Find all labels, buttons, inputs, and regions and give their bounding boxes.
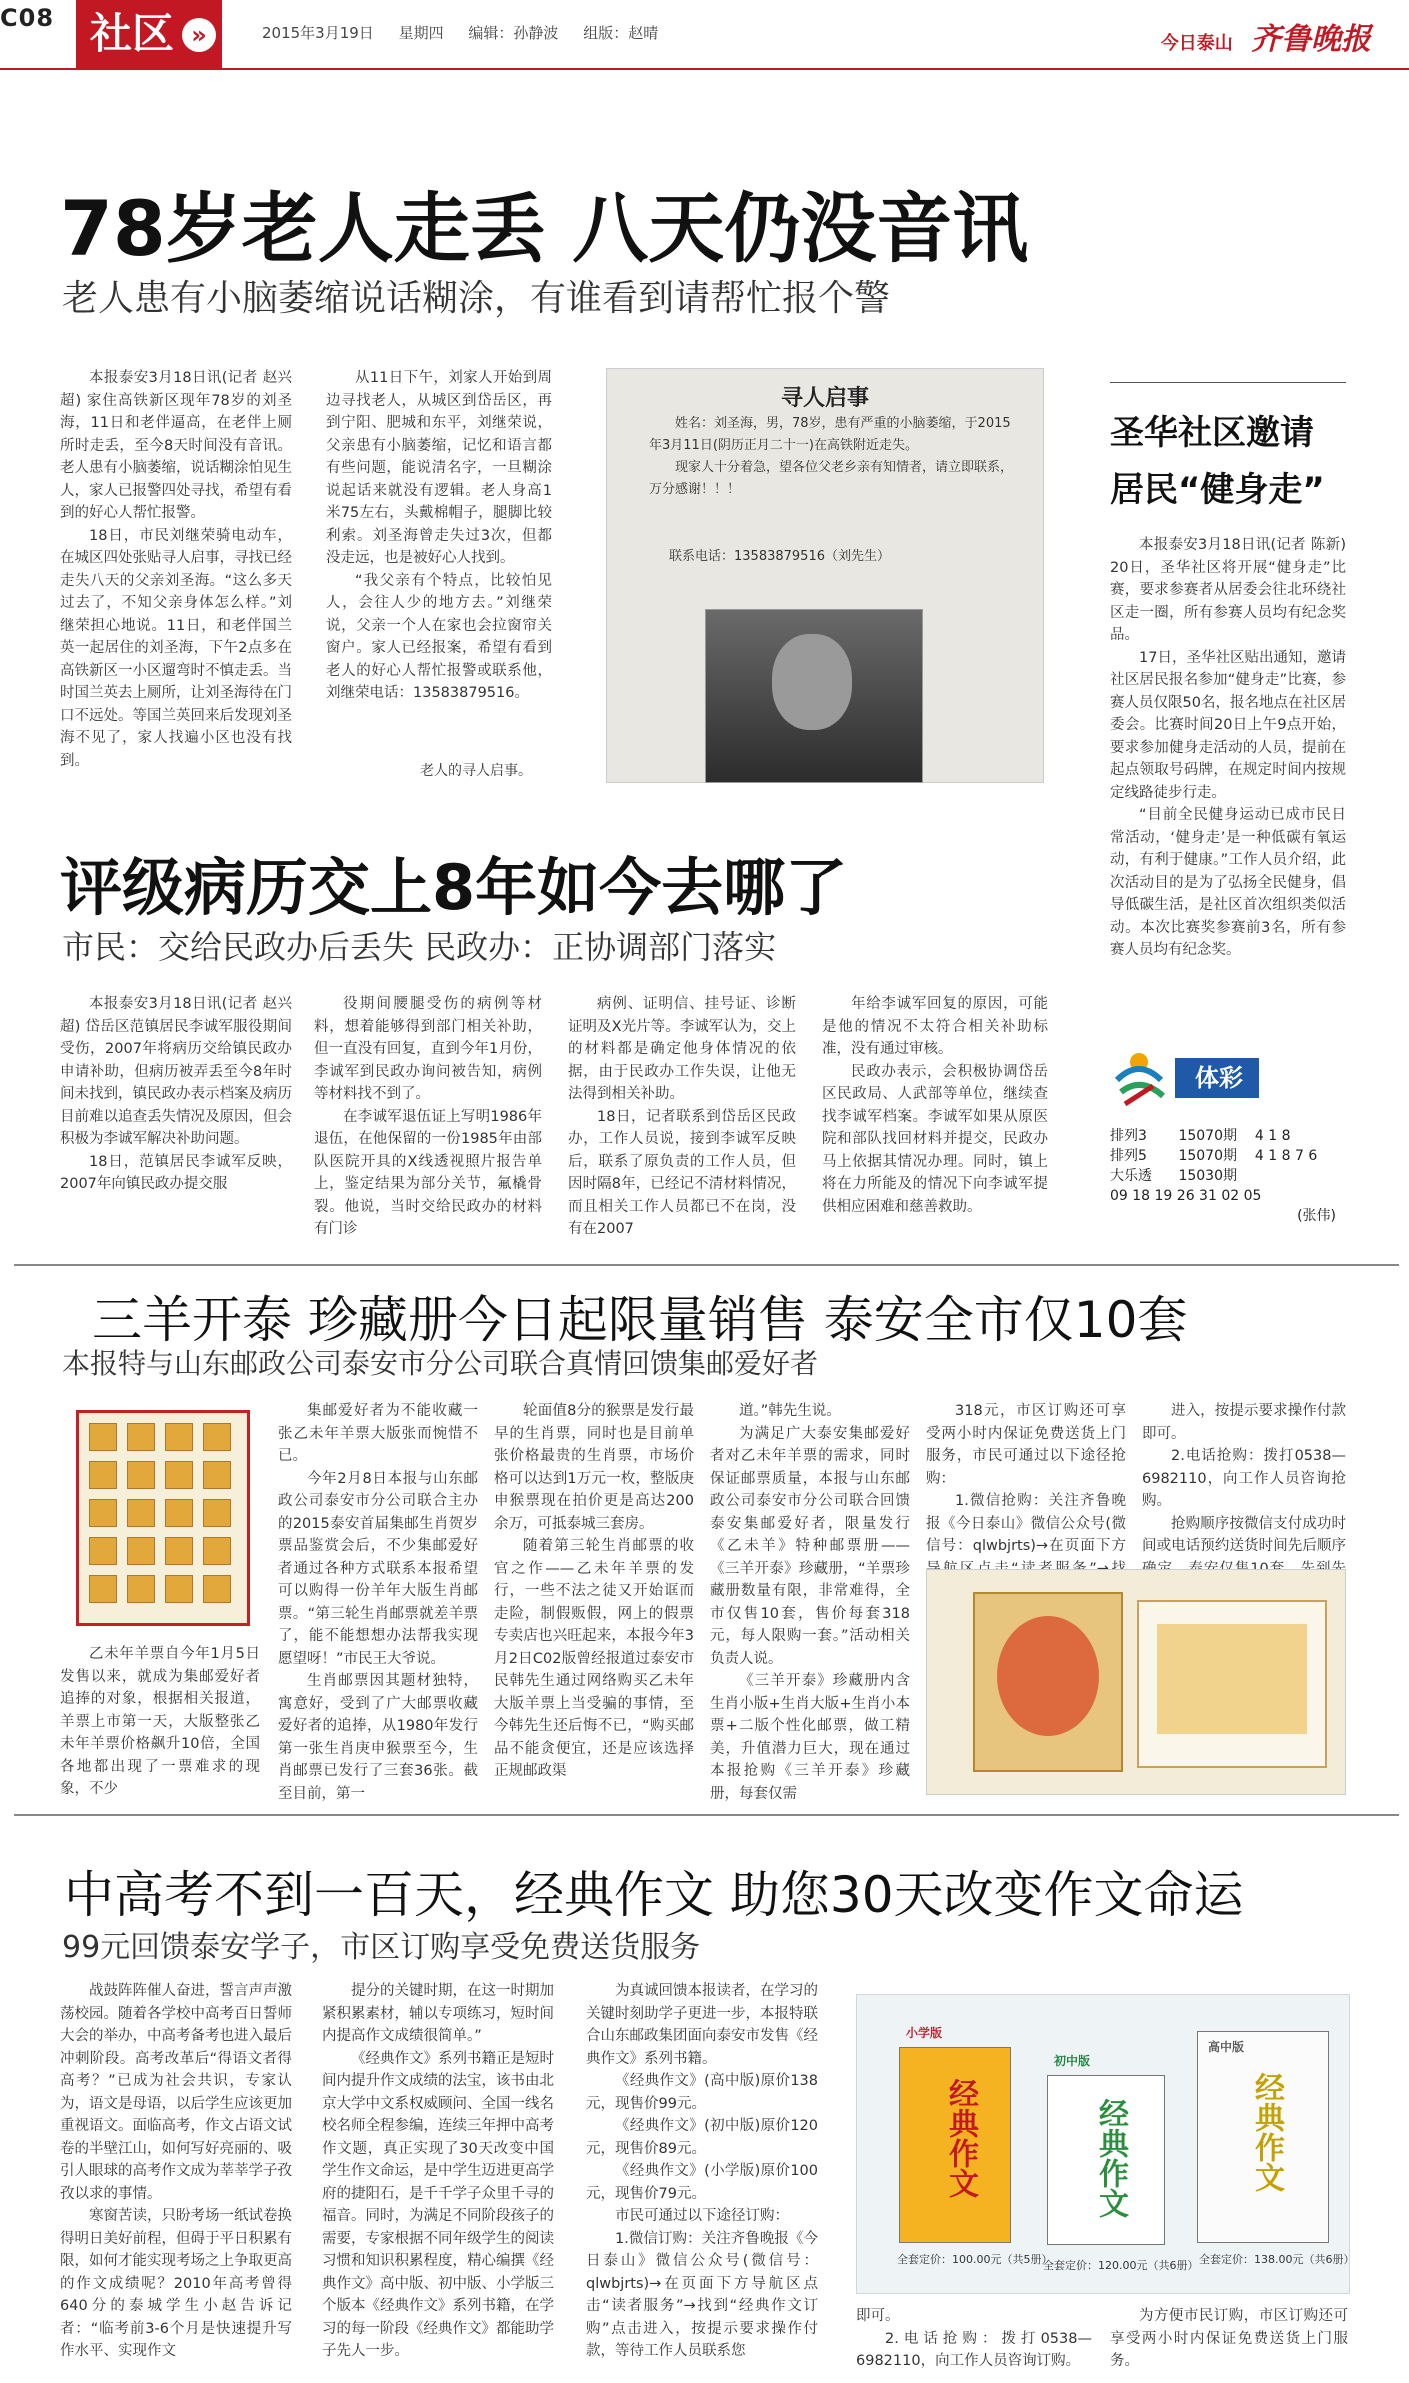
article2-headline: 评级病历交上8年如今去哪了 <box>60 851 848 924</box>
paragraph: 为真诚回馈本报读者，在学习的关键时刻助学子更进一步，本报特联合山东邮政集团面向泰安市发售《经典作文》系列书籍。 <box>586 1983 818 2067</box>
book-high-price: 全套定价：138.00元（共6册） <box>1199 2253 1355 2266</box>
sports-lottery-logo <box>1109 1040 1263 1114</box>
article4-col2 <box>322 1980 554 2372</box>
paragraph: 年给李诚军回复的原因，可能是他的情况不太符合相关补助标准，没有通过审核。 <box>822 996 1048 1057</box>
edition-name: 今日泰山 <box>1160 33 1233 54</box>
lottery-draw: 09 18 19 26 31 02 05 <box>1110 1188 1262 1204</box>
editor-credit: 编辑：孙静波 <box>468 24 559 42</box>
paragraph: 《经典作文》(初中版)原价120元，现售价89元。 <box>586 2118 818 2157</box>
lottery-logo-label: 体彩 <box>1195 1064 1243 1092</box>
paragraph: 318元，市区订购还可享受两小时内保证免费送货上门服务，市民可通过以下途径抢购： <box>926 1403 1126 1487</box>
masthead <box>1161 14 1371 58</box>
elderly-man-photo <box>705 609 923 783</box>
lottery-name: 排列3 <box>1110 1128 1147 1144</box>
paragraph: 战鼓阵阵催人奋进，誓言声声激荡校园。随着各学校中高考百日誓师大会的举办，中高考备考也进入最后冲刺阶段。高考改革后“得语文者得高考？”已成为社会共识，专家认为，语文是母语，以后学生应该更加重视语文。面临高考，作文占语文试卷的半壁江山，如何写好亮丽的、吸引人眼球的高考作文成为莘莘学子孜孜以求的事情。 <box>60 1983 292 2202</box>
article2-subhead: 市民：交给民政办后丢失 民政办：正协调部门落实 <box>62 928 777 966</box>
article2-col4 <box>822 993 1048 1263</box>
article1-subhead: 老人患有小脑萎缩说话糊涂，有谁看到请帮忙报个警 <box>62 278 891 319</box>
article2-col1 <box>60 993 292 1263</box>
header-divider <box>0 68 1409 70</box>
paragraph: 《经典作文》(高中版)原价138元，现售价99元。 <box>586 2073 818 2112</box>
notice-paragraph: 姓名：刘圣海，男，78岁，患有严重的小脑萎缩，于2015年3月11日(阴历正月二十一)在高铁附近走失。 <box>649 416 1011 453</box>
lottery-issue: 15070期 <box>1178 1148 1237 1164</box>
lottery-numbers: 4 1 8 <box>1254 1128 1291 1144</box>
lottery-numbers: 4 1 8 7 6 <box>1254 1148 1318 1164</box>
article1-col2 <box>326 367 552 767</box>
paragraph: 18日，记者联系到岱岳区民政办，工作人员说，接到李诚军反映后，联系了原负责的工作人员，但因时隔8年，已经记不清材料情况，而且相关工作人员都已不在岗，没有在2007 <box>568 1108 796 1237</box>
paragraph: 民政办表示，会积极协调岱岳区民政局、人武部等单位，继续查找李诚军档案。李诚军如果从原医院和部队找回材料并提交，民政办马上依据其情况办理。同时，镇上将在力所能及的情况下向李诚军提供相应困难和慈善救助。 <box>822 1063 1048 1215</box>
lottery-row <box>1110 1166 1336 1186</box>
article2-col3 <box>568 993 796 1263</box>
article2-col2 <box>314 993 542 1263</box>
book-promo-image <box>856 1994 1355 2294</box>
paragraph: 《经典作文》系列书籍正是短时间内提升作文成绩的法宝，该书由北京大学中文系权威顾问、全国一线名校名师全程参编，连续三年押中高考作文题，真正实现了30天改变中国学生作文命运，是中学生迈进更高学府的捷阳石，是千千学子众里千寻的福音。同时，为满足不同阶段孩子的需要，专家根据不同年级学生的阅读习惯和知识积累程度，精心编撰《经典作文》高中版、初中版、小学版三个版本《经典作文》系列书籍，在学习的每一阶段《经典作文》都能助学子先人一步。 <box>322 2050 554 2359</box>
article3-col1 <box>60 1643 260 1803</box>
paragraph: 今年2月8日本报与山东邮政公司泰安市分公司联合主办的2015泰安首届集邮生肖贺岁票品鉴赏会后，不少集邮爱好者通过各种方式联系本报希望可以购得一份羊年大版生肖邮票。“第三轮生肖邮票就差羊票了，能不能想想办法帮我实现愿望呀！”市民王大爷说。 <box>278 1470 478 1667</box>
article3-col4 <box>710 1400 910 1804</box>
paragraph: 乙未年羊票自今年1月5日发售以来，就成为集邮爱好者追捧的对象，根据相关报道，羊票上市第一天，大版整张乙未年羊票价格飙升10倍，全国各地都出现了一票难求的现象，不少 <box>60 1646 260 1797</box>
book-primary-title: 经典作文 <box>943 2078 978 2198</box>
paragraph: 18日，范镇居民李诚军反映，2007年向镇民政办提交服 <box>60 1153 292 1192</box>
stamp-sheet-image <box>76 1410 250 1626</box>
lottery-credit: (张伟) <box>1297 1208 1336 1224</box>
lottery-row <box>1110 1126 1336 1146</box>
sidebar-headline-line2: 居民“健身走” <box>1110 470 1325 510</box>
article3-col5 <box>926 1400 1126 1560</box>
article3-col3 <box>494 1400 694 1804</box>
paragraph: 18日，市民刘继荣骑电动车，在城区四处张贴寻人启事，寻找已经走失八天的父亲刘圣海。“这么多天过去了，不知父亲身体怎么样。”刘继荣担心地说。11日，和老伴国兰英一起居住的刘圣海，下午2点多在高铁新区一小区遛弯时不慎走丢。当时国兰英去上厕所，让刘圣海待在门口不远处。等国兰英回来后发现刘圣海不见了，家人找遍小区也没有找到。 <box>60 527 292 769</box>
notice-paragraph: 现家人十分着急，望各位父老乡亲有知情者，请立即联系，万分感谢！！！ <box>649 460 1014 497</box>
article1-col1 <box>60 367 292 783</box>
lottery-results <box>1110 1126 1336 1226</box>
paragraph: 1.微信订购：关注齐鲁晚报《今日泰山》微信公众号(微信号：qlwbjrts)→在页面下方导航区点击“读者服务”→找到“经典作文订购”点击进入，按提示要求操作付款，等待工作人员联系您 <box>586 2230 818 2359</box>
paragraph: 随着第三轮生肖邮票的收官之作——乙未年羊票的发行，一些不法之徒又开始诓而走险，制假贩假，网上的假票专卖店也兴旺起来，本报今年3月2日C02版曾经报道过泰安市民韩先生通过网络购买乙未年大版羊票上当受骗的事情，至今韩先生还后悔不已，“购买邮品不能贪便宜，还是应该选择正规邮政渠 <box>494 1538 694 1779</box>
notice-body <box>649 413 1013 501</box>
lottery-name: 排列5 <box>1110 1148 1147 1164</box>
paragraph: 病例、证明信、挂号证、诊断证明及X光片等。李诚军认为，交上的材料都是确定他身体情况的依据，由于民政办工作失误，让他无法得到相关补助。 <box>568 996 796 1102</box>
paragraph: 轮面值8分的猴票是发行最早的生肖票，同时也是目前单张价格最贵的生肖票，市场价格可以达到1万元一枚，整版庚申猴票现在拍价更是高达200余万，可抵泰城三套房。 <box>494 1403 694 1532</box>
issue-date: 2015年3月19日 <box>262 24 374 42</box>
paragraph: 道。”韩先生说。 <box>739 1403 841 1419</box>
issue-weekday: 星期四 <box>398 24 444 42</box>
article3-subhead: 本报特与山东邮政公司泰安市分公司联合真情回馈集邮爱好者 <box>62 1347 819 1380</box>
book-high-title: 经典作文 <box>1249 2072 1284 2192</box>
photo-caption: 老人的寻人启事。 <box>420 763 532 779</box>
section-arrow-icon: » <box>182 18 216 52</box>
book-primary-tag: 小学版 <box>906 2026 943 2040</box>
article3-headline: 三羊开泰 珍藏册今日起限量销售 泰安全市仅10套 <box>92 1291 1188 1349</box>
paragraph: 提分的关键时期，在这一时期加紧积累素材，辅以专项练习，短时间内提高作文成绩很简单。” <box>322 1983 554 2044</box>
book-primary <box>899 2026 1011 2243</box>
paragraph: 本报泰安3月18日讯(记者 陈新) 20日，圣华社区将开展“健身走”比赛，要求参赛者从居委会往北环绕社区走一圈，所有参赛人员均有纪念奖品。 <box>1110 537 1346 643</box>
article3-col2 <box>278 1400 478 1804</box>
page-number: C08 <box>0 4 55 32</box>
paragraph: 17日，圣华社区贴出通知，邀请社区居民报名参加“健身走”比赛，参赛人员仅限50名，报名地点在社区居委会。比赛时间20日上午9点开始，要求参加健身走活动的人员，提前在起点领取号码牌，在规定时间内按规定线路徒步行走。 <box>1110 649 1346 801</box>
book-high-tag: 高中版 <box>1208 2040 1245 2054</box>
article4-headline: 中高考不到一百天，经典作文 助您30天改变作文命运 <box>64 1866 1244 1924</box>
notice-contact: 联系电话：13583879516（刘先生） <box>669 549 890 564</box>
lottery-row <box>1110 1146 1336 1166</box>
article4-col4 <box>856 2305 1092 2373</box>
paragraph: 市民可通过以下途径订购： <box>615 2208 789 2224</box>
paragraph: “目前全民健身运动已成市民日常活动，‘健身走’是一种低碳有氧运动，有利于健康。”工作人员介绍，此次活动目的是为了弘扬全民健身，倡导低碳生活，是社区首次组织类似活动。本次比赛奖参赛前3名，所有参赛人员均有纪念奖。 <box>1110 807 1346 958</box>
paragraph: 《三羊开泰》珍藏册内含生肖小版+生肖大版+生肖小本票+二版个性化邮票，做工精美，升值潜力巨大，现在通过本报抢购《三羊开泰》珍藏册，每套仅需 <box>710 1673 910 1802</box>
section-divider <box>14 1814 1399 1816</box>
layout-credit: 组版：赵晴 <box>583 24 659 42</box>
sidebar-headline-line1: 圣华社区邀请 <box>1110 413 1314 453</box>
article3-col6 <box>1142 1400 1346 1560</box>
paragraph: 寒窗苦读，只盼考场一纸试卷换得明日美好前程，但碍于平日积累有限，如何才能实现考场之上争取更高的作文成绩呢？2010年高考曾得640分的泰城学生小赵告诉记者：“临考前3-6个月是快速提升写作水平、实现作文 <box>60 2208 292 2359</box>
notice-title: 寻人启事 <box>780 386 869 411</box>
article1-headline: 78岁老人走丢 八天仍没音讯 <box>60 184 1029 273</box>
paragraph: 即可。 <box>856 2308 900 2324</box>
brand-logo: 齐鲁晚报 <box>1251 22 1371 57</box>
book-high <box>1197 2031 1329 2243</box>
stamp-album-image <box>926 1569 1346 1795</box>
lottery-name: 大乐透 <box>1110 1168 1152 1184</box>
sidebar-body <box>1110 534 1346 974</box>
article4-col3 <box>586 1980 818 2372</box>
paragraph: 抢购顺序按微信支付成功时间或电话预约送货时间先后顺序 <box>1142 1515 1346 1554</box>
lottery-issue: 15070期 <box>1178 1128 1237 1144</box>
portrait-face <box>772 634 852 730</box>
paragraph: 从11日下午，刘家人开始到周边寻找老人，从城区到岱岳区，再到宁阳、肥城和东平，刘继荣说，父亲患有小脑萎缩，记忆和语言都有些问题，能说清名字，一旦糊涂说起话来就没有逻辑。老人身高1米75左右，头戴棉帽子，腿脚比较利索。刘圣海曾走失过3次，但都没走远，也是被好心人找到。 <box>326 370 552 566</box>
article4-col1 <box>60 1980 292 2372</box>
book-middle <box>1047 2054 1165 2245</box>
article4-col5 <box>1110 2305 1348 2373</box>
paragraph: 1.微信抢购：关注齐鲁晚报《今日泰山》微信公众号(微信号：qlwbjrts)→在页面下方 <box>926 1493 1126 1554</box>
paragraph: 2.电话抢购：拨打0538—6982110，向工作人员咨询订购。 <box>856 2330 1092 2369</box>
paragraph: 为满足广大泰安集邮爱好者对乙未年羊票的需求，同时保证邮票质量，本报与山东邮政公司泰安市分公司联合回馈泰安集邮爱好者，限量发行《乙未羊》特种邮票册——《三羊开泰》珍藏册，“羊票珍藏册数量有限，非常难得，全市仅售10套，售价每套318元，每人限购一套。”活动相关负责人说。 <box>710 1425 910 1667</box>
section-divider <box>14 1264 1399 1266</box>
missing-person-notice <box>606 368 1044 783</box>
lottery-issue: 15030期 <box>1178 1168 1237 1184</box>
paragraph: 役期间腰腿受伤的病例等材料，想着能够得到部门相关补助，但一直没有回复，直到今年1月份，李诚军到民政办询问被告知，病例等材料找不到了。 <box>314 996 542 1102</box>
paragraph: 本报泰安3月18日讯(记者 赵兴超) 岱岳区范镇居民李诚军服役期间受伤，2007年将病历交给镇民政办申请补助，但病历被弄丢至今8年时间未找到，镇民政办表示档案及病历目前难以追查丢失情况及原因，但会积极为李诚军解决补助问题。 <box>60 996 292 1147</box>
paragraph: 为方便市民订购，市区订购还可享受两小时内保证免费送货上门服务。 <box>1110 2308 1348 2369</box>
book-middle-title: 经典作文 <box>1093 2098 1128 2218</box>
book-middle-price: 全套定价：120.00元（共6册） <box>1043 2259 1199 2272</box>
paragraph: 生肖邮票因其题材独特，寓意好，受到了广大邮票收藏爱好者的追捧，从1980年发行第一张生肖庚申猴票至今，生肖邮票已发行了三套36张。截至目前，第一 <box>278 1673 478 1802</box>
section-label: 社区 <box>76 0 222 68</box>
book-middle-tag: 初中版 <box>1054 2054 1091 2068</box>
paragraph: 本报泰安3月18日讯(记者 赵兴超) 家住高铁新区现年78岁的刘圣海，11日和老伴逼高，在老伴上厕所时走丢，至今8天时间没有音讯。老人患有小脑萎缩，说话糊涂怕见生人，家人已报警四处寻找，希望有看到的好心人帮忙报警。 <box>60 370 292 521</box>
paragraph: 集邮爱好者为不能收藏一张乙未年羊票大版张而惋惜不已。 <box>278 1403 478 1464</box>
paragraph: “我父亲有个特点，比较怕见人，会往人少的地方去。”刘继荣说，父亲一个人在家也会拉窗帘关窗户。家人已经报案，希望有看到老人的好心人帮忙报警或联系他，刘继荣电话：13583879516。 <box>326 572 552 701</box>
paragraph: 2.电话抢购：拨打0538—6982110，向工作人员咨询抢购。 <box>1142 1448 1346 1509</box>
article4-subhead: 99元回馈泰安学子，市区订购享受免费送货服务 <box>62 1930 701 1965</box>
paragraph: 进入，按提示要求操作付款即可。 <box>1142 1403 1346 1442</box>
sidebar-divider <box>1110 382 1346 383</box>
paragraph: 在李诚军退伍证上写明1986年退伍，在他保留的一份1985年由部队医院开具的X线透视照片报告单上，鉴定结果为部分关节，氟橇骨裂。他说，当时交给民政办的材料有门诊 <box>314 1108 542 1237</box>
book-primary-price: 全套定价：100.00元（共5册） <box>897 2253 1053 2266</box>
header-meta <box>262 22 678 43</box>
paragraph: 《经典作文》(小学版)原价100元，现售价79元。 <box>586 2163 818 2202</box>
